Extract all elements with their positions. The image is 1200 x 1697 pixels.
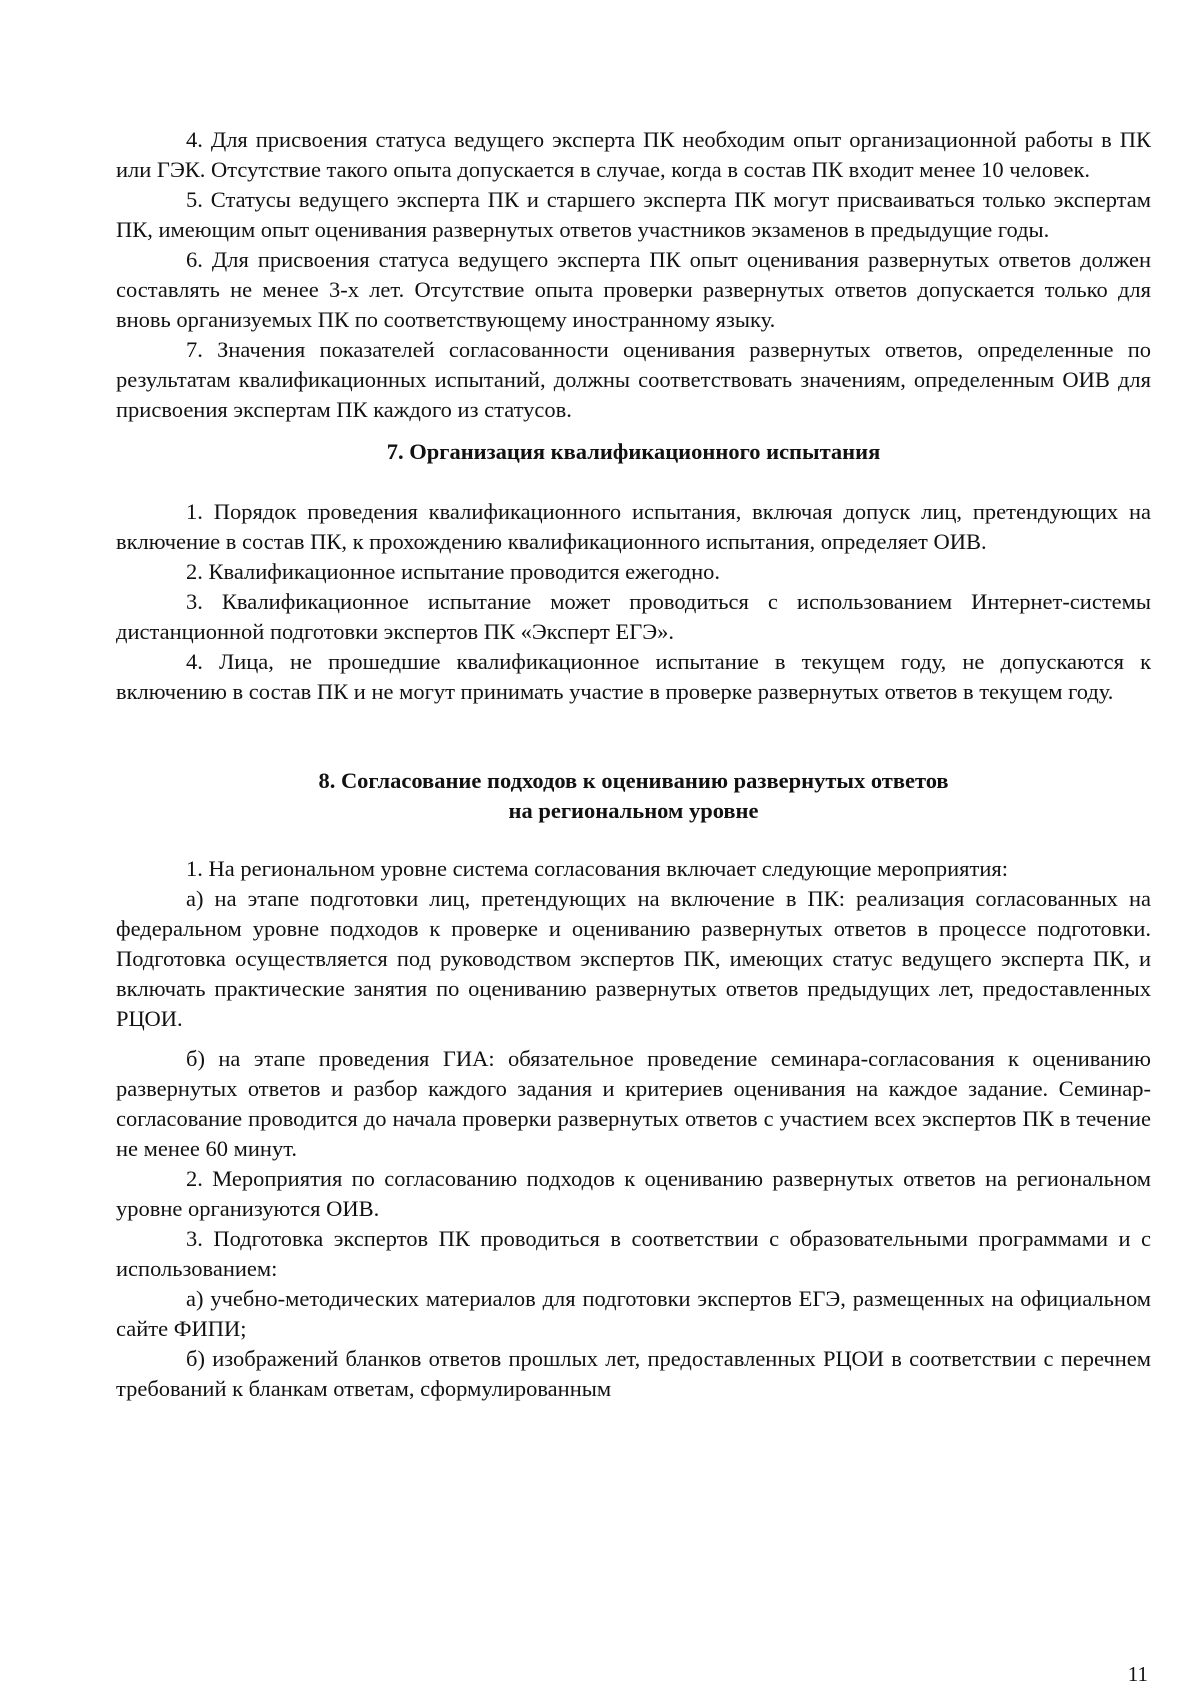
section8-heading bbox=[116, 766, 1151, 826]
section6-paragraph-6: 6. Для присвоения статуса ведущего эксперта ПК опыт оценивания развернутых ответов должен составлять не менее 3-х лет. Отсутствие опыта проверки развернутых ответов допускается только для вновь организуемых ПК по соответствующему иностранному языку. bbox=[116, 247, 1151, 332]
section8-paragraph-3: 3. Подготовка экспертов ПК проводиться в соответствии с образовательными программами и с использованием: bbox=[116, 1226, 1151, 1281]
page-number: 11 bbox=[1127, 1662, 1148, 1686]
page-content bbox=[116, 125, 1151, 1404]
section7-paragraph-1: 1. Порядок проведения квалификационного испытания, включая допуск лиц, претендующих на включение в состав ПК, к прохождению квалификационного испытания, определяет ОИВ. bbox=[116, 499, 1151, 554]
section8-heading-line-2: на региональном уровне bbox=[508, 798, 759, 823]
section6-paragraph-7: 7. Значения показателей согласованности оценивания развернутых ответов, определенные по результатам квалификационных испытаний, должны соответствовать значениям, определенным ОИВ для присвоения экспертам ПК каждого из статусов. bbox=[116, 337, 1151, 422]
section6-paragraph-4: 4. Для присвоения статуса ведущего эксперта ПК необходим опыт организационной работы в ПК или ГЭК. Отсутствие такого опыта допускается в случае, когда в состав ПК входит менее 10 человек. bbox=[116, 127, 1151, 182]
section8-paragraph-1b: б) на этапе проведения ГИА: обязательное проведение семинара-согласования к оцениванию развернутых ответов и разбор каждого задания и критериев оценивания на каждое задание. Семинар-согласование проводится до начала проверки развернутых ответов с участием всех экспертов ПК в течение не менее 60 минут. bbox=[116, 1046, 1151, 1161]
section8-paragraph-3b: б) изображений бланков ответов прошлых лет, предоставленных РЦОИ в соответствии с перечнем требований к бланкам ответам, сформулированным bbox=[116, 1346, 1151, 1401]
section8-paragraph-2: 2. Мероприятия по согласованию подходов к оцениванию развернутых ответов на региональном уровне организуются ОИВ. bbox=[116, 1166, 1151, 1221]
section7-paragraph-4: 4. Лица, не прошедшие квалификационное испытание в текущем году, не допускаются к включению в состав ПК и не могут принимать участие в проверке развернутых ответов в текущем году. bbox=[116, 649, 1151, 704]
section7-heading: 7. Организация квалификационного испытания bbox=[386, 439, 881, 464]
section8-paragraph-1a: а) на этапе подготовки лиц, претендующих на включение в ПК: реализация согласованных на федеральном уровне подходов к проверке и оцениванию развернутых ответов в процессе подготовки. Подготовка осуществляется под руководством экспертов ПК, имеющих статус ведущего эксперта ПК, и включать практические занятия по оцениванию развернутых ответов предыдущих лет, предоставленных РЦОИ. bbox=[116, 886, 1151, 1031]
section8-heading-line-1: 8. Согласование подходов к оцениванию развернутых ответов bbox=[318, 768, 949, 793]
section6-paragraph-5: 5. Статусы ведущего эксперта ПК и старшего эксперта ПК могут присваиваться только экспертам ПК, имеющим опыт оценивания развернутых ответов участников экзаменов в предыдущие годы. bbox=[116, 187, 1151, 242]
section7-paragraph-2: 2. Квалификационное испытание проводится ежегодно. bbox=[186, 559, 721, 584]
section7-paragraph-3: 3. Квалификационное испытание может проводиться с использованием Интернет-системы дистанционной подготовки экспертов ПК «Эксперт ЕГЭ». bbox=[116, 589, 1151, 644]
section8-paragraph-3a: а) учебно-методических материалов для подготовки экспертов ЕГЭ, размещенных на официальном сайте ФИПИ; bbox=[116, 1286, 1151, 1341]
section8-paragraph-1: 1. На региональном уровне система согласования включает следующие мероприятия: bbox=[186, 856, 1009, 881]
